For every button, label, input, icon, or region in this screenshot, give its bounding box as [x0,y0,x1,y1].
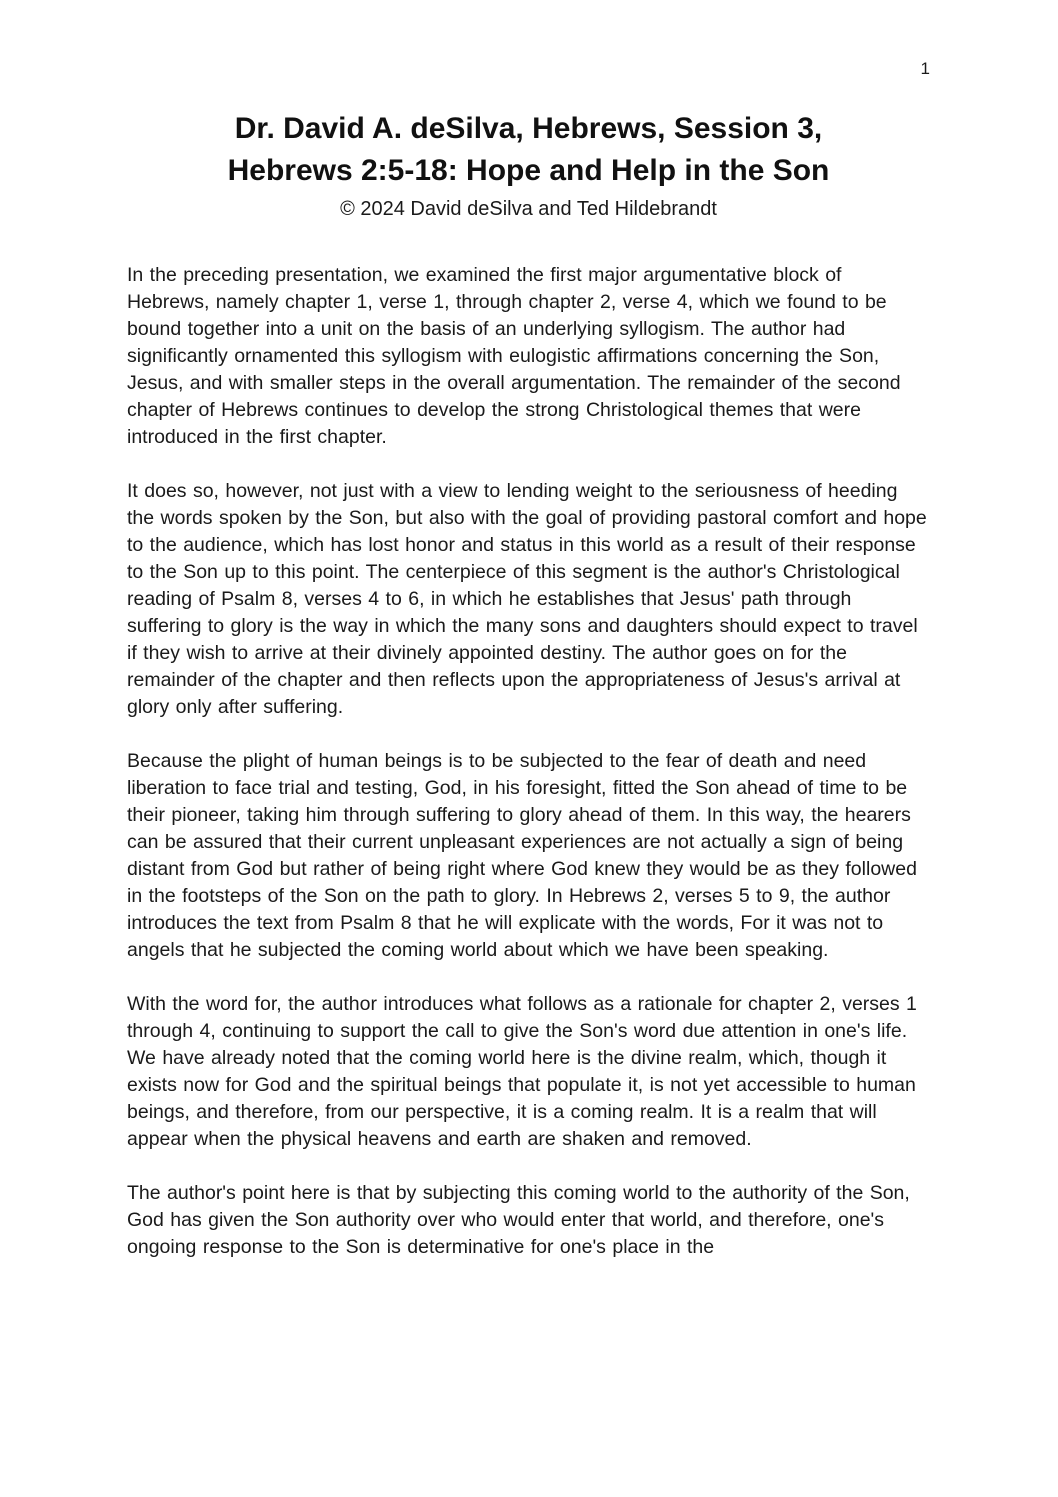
body-paragraph-5: The author's point here is that by subjecting this coming world to the authority of the Son, God has given the Son authority over who would enter that world, and therefore, one's ongoing response to the Son is determinative for one's place in the [127,1182,910,1258]
document-body [127,262,930,1261]
body-paragraph-1: In the preceding presentation, we examined the first major argumentative block of Hebrews, namely chapter 1, verse 1, through chapter 2, verse 4, which we found to be bound together into a unit on the basis of an underlying syllogism. The author had significantly ornamented this syllogism with eulogistic affirmations concerning the Son, Jesus, and with smaller steps in the overall argumentation. The remainder of the second chapter of Hebrews continues to develop the strong Christological themes that were introduced in the first chapter. [127,264,901,448]
body-paragraph-4: With the word for, the author introduces what follows as a rationale for chapter 2, verses 1 through 4, continuing to support the call to give the Son's word due attention in one's life. We have already noted that the coming world here is the divine realm, which, though it exists now for God and the spiritual beings that populate it, is not yet accessible to human beings, and therefore, from our perspective, it is a coming realm. It is a realm that will appear when the physical heavens and earth are shaken and removed. [127,993,917,1150]
document-title [127,108,930,192]
copyright-line: © 2024 David deSilva and Ted Hildebrandt [340,198,717,220]
document-title-line-1: Dr. David A. deSilva, Hebrews, Session 3, [234,112,823,145]
body-paragraph-2: It does so, however, not just with a view to lending weight to the seriousness of heeding the words spoken by the Son, but also with the goal of providing pastoral comfort and hope to the audience, which has lost honor and status in this world as a result of their response to the Son up to this point. The centerpiece of this segment is the author's Christological reading of Psalm 8, verses 4 to 6, in which he establishes that Jesus' path through suffering to glory is the way in which the many sons and daughters should expect to travel if they wish to arrive at their divinely appointed destiny. The author goes on for the remainder of the chapter and then reflects upon the appropriateness of Jesus's arrival at glory only after suffering. [127,480,927,718]
page-number: 1 [920,59,930,78]
body-paragraph-3: Because the plight of human beings is to be subjected to the fear of death and need liberation to face trial and testing, God, in his foresight, fitted the Son ahead of time to be their pioneer, taking him through suffering to glory ahead of them. In this way, the hearers can be assured that their current unpleasant experiences are not actually a sign of being distant from God but rather of being right where God knew they would be as they followed in the footsteps of the Son on the path to glory. In Hebrews 2, verses 5 to 9, the author introduces the text from Psalm 8 that he will explicate with the words, For it was not to angels that he subjected the coming world about which we have been speaking. [127,750,917,961]
document-title-line-2: Hebrews 2:5-18: Hope and Help in the Son [227,154,830,187]
